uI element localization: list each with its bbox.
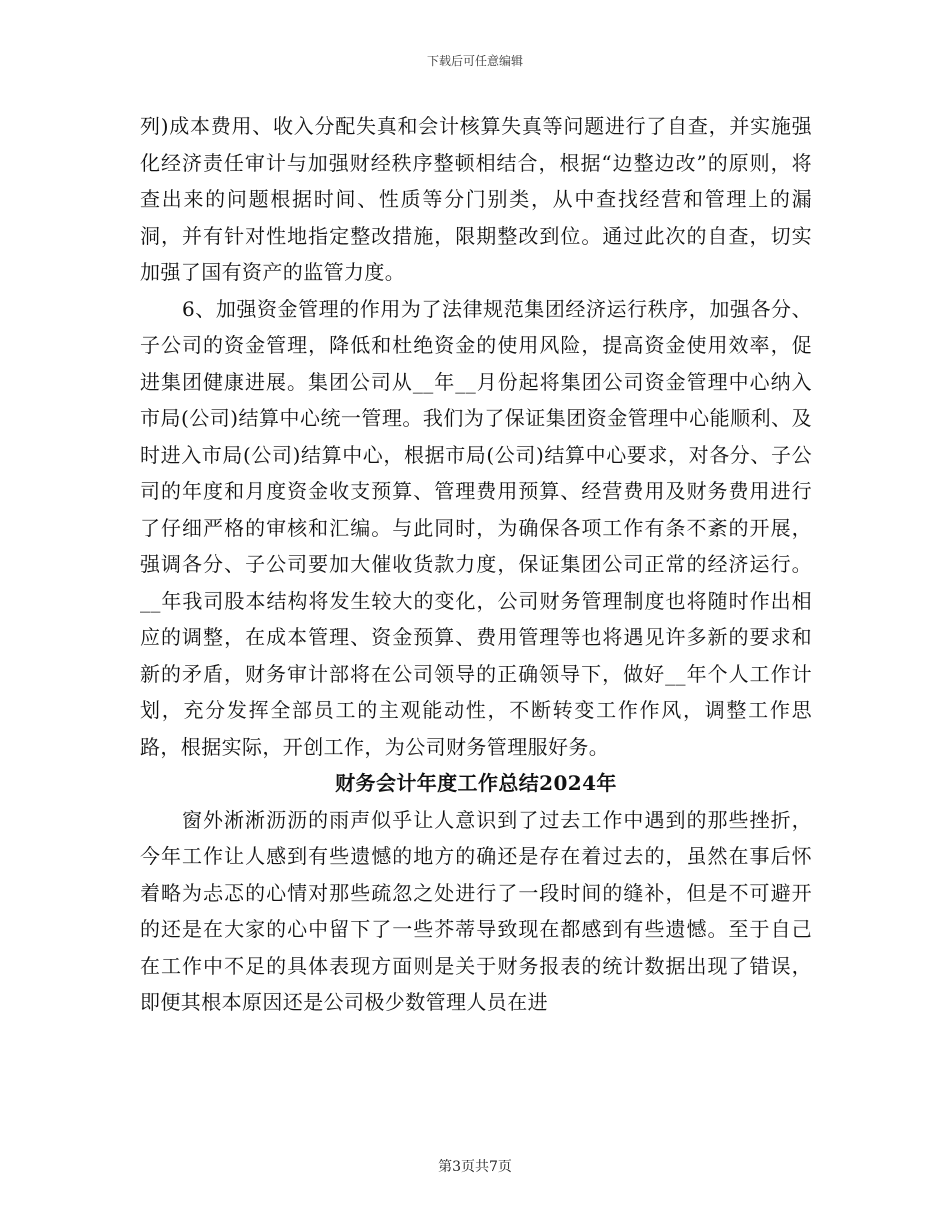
section-title: 财务会计年度工作总结2024年	[335, 771, 617, 795]
paragraph-audit-selfcheck: 列)成本费用、收入分配失真和会计核算失真等问题进行了自查，并实施强化经济责任审计与加强财经秩序整顿相结合，根据“边整边改”的原则，将查出来的问题根据时间、性质等分门别类，从中查找经营和管理上的漏洞，并有针对性地指定整改措施，限期整改到位。通过此次的自查，切实加强了国有资产的监管力度。	[140, 114, 812, 284]
paragraph-fund-management: 6、加强资金管理的作用为了法律规范集团经济运行秩序，加强各分、子公司的资金管理，降低和杜绝资金的使用风险，提高资金使用效率，促进集团健康进展。集团公司从__年__月份起将集团公司资金管理中心纳入市局(公司)结算中心统一管理。我们为了保证集团资金管理中心能顺利、及时进入市局(公司)结算中心，根据市局(公司)结算中心要求，对各分、子公司的年度和月度资金收支预算、管理费用预算、经营费用及财务费用进行了仔细严格的审核和汇编。与此同时，为确保各项工作有条不紊的开展，强调各分、子公司要加大催收货款力度，保证集团公司正常的经济运行。__年我司股本结构将发生较大的变化，公司财务管理制度也将随时作出相应的调整，在成本管理、资金预算、费用管理等也将遇见许多新的要求和新的矛盾，财务审计部将在公司领导的正确领导下，做好__年个人工作计划，充分发挥全部员工的主观能动性，不断转变工作作风，调整工作思路，根据实际，开创工作，为公司财务管理服好务。	[140, 296, 812, 759]
page-header: 下载后可任意编辑	[426, 54, 523, 68]
document-body	[140, 108, 812, 1021]
page-number: 第3页共7页	[438, 1159, 512, 1175]
paragraph-annual-summary: 窗外淅淅沥沥的雨声似乎让人意识到了过去工作中遇到的那些挫折，今年工作让人感到有些遗憾的地方的确还是存在着过去的，虽然在事后怀着略为忐忑的心情对那些疏忽之处进行了一段时间的缝补，但是不可避开的还是在大家的心中留下了一些芥蒂导致现在都感到有些遗憾。至于自己在工作中不足的具体表现方面则是关于财务报表的统计数据出现了错误，即便其根本原因还是公司极少数管理人员在进	[140, 807, 812, 1014]
